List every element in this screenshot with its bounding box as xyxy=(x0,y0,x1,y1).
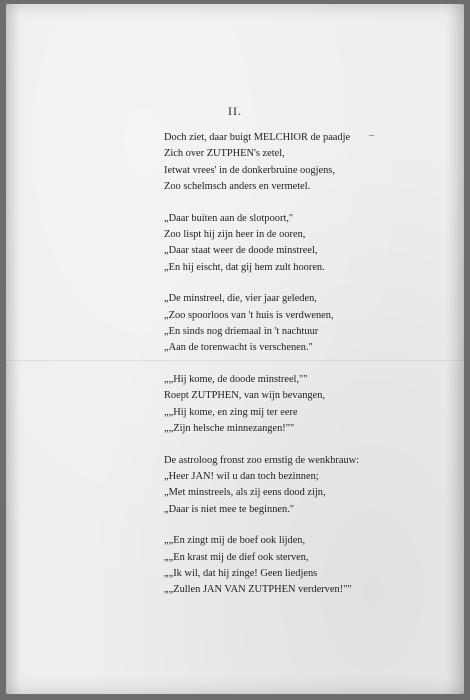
stanza xyxy=(164,372,359,438)
poem-line: „Daar staat weer de doode minstreel, xyxy=(164,245,318,257)
poem-line: „„Ik wil, dat hij zinge! Geen liedjens xyxy=(164,567,318,579)
poem-line: „De minstreel, die, vier jaar geleden, xyxy=(164,293,317,305)
poem-line: „En hij eischt, dat gij hem zult hooren. xyxy=(164,261,325,273)
poem-line: „Met minstreels, als zij eens dood zijn, xyxy=(164,487,326,499)
poem-line: „„En zingt mij de boef ook lijden, xyxy=(164,535,306,547)
poem-body xyxy=(164,130,359,614)
stanza xyxy=(164,130,359,196)
book-page xyxy=(6,4,464,694)
poem-line: Zoo schelmsch anders en vermetel. xyxy=(164,181,311,193)
stanza xyxy=(164,291,359,357)
poem-line: „„Zullen JAN VAN ZUTPHEN verderven!"" xyxy=(164,584,352,596)
stanza xyxy=(164,211,359,277)
stanza xyxy=(164,453,359,519)
poem-line: „„Hij kome, de doode minstreel,"" xyxy=(164,373,308,385)
poem-line: „En sinds nog driemaal in 't nachtuur xyxy=(164,326,319,338)
margin-mark: – xyxy=(369,130,374,141)
poem-line: „Zoo spoorloos van 't huis is verdwenen, xyxy=(164,309,334,321)
poem-line: „„Hij kome, en zing mij ter eere xyxy=(164,406,298,418)
poem-line: Zoo lispt hij zijn heer in de ooren, xyxy=(164,229,306,241)
poem-line: „Aan de torenwacht is verschenen." xyxy=(164,342,313,354)
poem-line: „Daar buiten aan de slotpoort," xyxy=(164,212,294,224)
poem-line: „Heer JAN! wil u dan toch bezinnen; xyxy=(164,470,319,482)
poem-line: Doch ziet, daar buigt MELCHIOR de paadje xyxy=(164,132,351,143)
poem-line: Ietwat vrees' in de donkerbruine oogjens, xyxy=(164,164,335,176)
poem-line: „„Zijn helsche minnezangen!"" xyxy=(164,423,295,435)
poem-line: „„En krast mij de dief ook sterven, xyxy=(164,551,309,563)
section-heading: II. xyxy=(228,104,242,118)
poem-line: „Daar is niet mee te beginnen." xyxy=(164,503,295,515)
poem-line: Zich over ZUTPHEN's zetel, xyxy=(164,148,285,160)
poem-line: De astroloog fronst zoo ernstig de wenkbrauw: xyxy=(164,454,360,466)
stanza xyxy=(164,533,359,599)
poem-line: Roept ZUTPHEN, van wijn bevangen, xyxy=(164,390,326,402)
